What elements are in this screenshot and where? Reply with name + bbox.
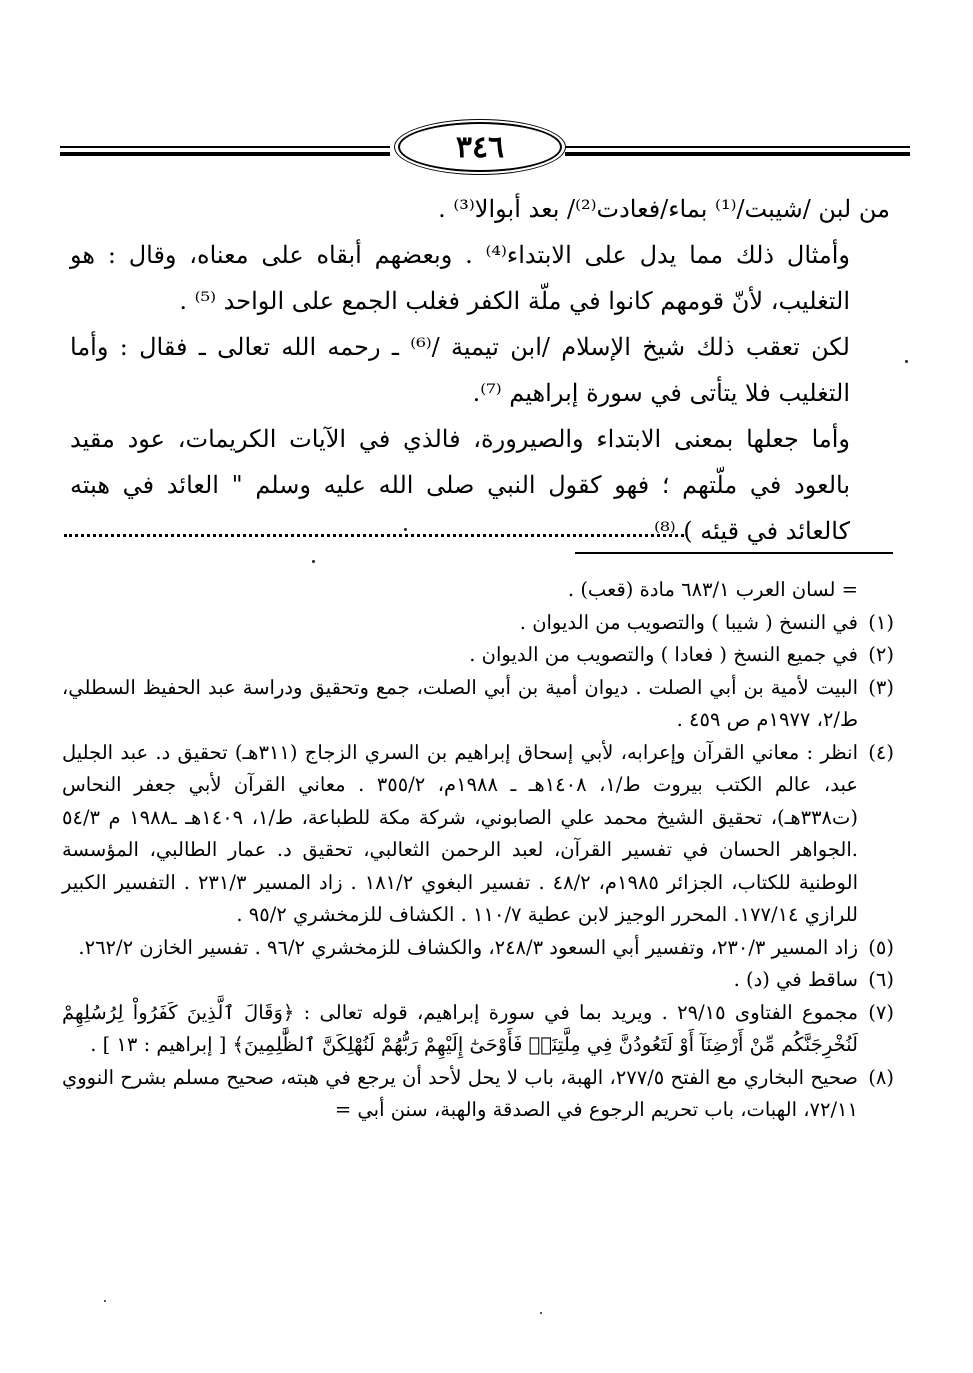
footnote-text: زاد المسير ٢٣٠/٣، وتفسير أبي السعود ٢٤٨/٣، والكشاف للزمخشري ٩٦/٢ . تفسير الخازن ٢٦٢/٢. [78,935,858,959]
footnote-number: (٦) [868,968,894,991]
footnote-number: (٨) [868,1065,894,1089]
header-rule-left [60,146,390,158]
footnote-text: صحيح البخاري مع الفتح ٢٧٧/٥، الهبة، باب لا يحل لأحد أن يرجع في هبته، صحيح مسلم بشرح النووي ٧٢/١١، الهبات، باب تحريم الرجوع في الصدقة والهبة، سنن أبي = [62,1065,858,1121]
footnote-1 [62,607,894,640]
main-text [70,186,890,554]
footnote-text: البيت لأمية بن أبي الصلت . ديوان أمية بن أبي الصلت، جمع وتحقيق ودراسة عبد الحفيظ السطلي، ط/٢، ١٩٧٧م ص ٤٥٩ . [62,675,858,731]
dotted-leader [64,530,684,537]
paragraph: لكن تعقب ذلك شيخ الإسلام /ابن تيمية /⁽⁶⁾ ـ رحمه الله تعالى ـ فقال : وأما التغليب فلا يتأتى في سورة إبراهيم ⁽⁷⁾. [70,333,850,407]
footnote-text: انظر : معاني القرآن وإعرابه، لأبي إسحاق إبراهيم بن السري الزجاج (٣١١هـ) تحقيق د. عبد الجليل عبد، عالم الكتب بيروت ط/١، ١٤٠٨هـ ـ ١٩٨٨م، ٣٥٥/٢ . معاني القرآن لأبي جعفر النحاس (ت٣٣٨هـ)، تحقيق الشيخ محمد علي الصابوني، شركة مكة للطباعة، ط/١، ١٤٠٩هـ ـ١٩٨٨ م ٥٤/٣ .الجواهر الحسان في تفسير القرآن، لعبد الرحمن الثعالبي، تحقيق د. عمار الطالبي، المؤسسة الوطنية للكتاب، الجزائر ١٩٨٥م، ٤٨/٢ . تفسير البغوي ١٨١/٢ . زاد المسير ٢٣١/٣ . التفسير الكبير للرازي ١٧٧/١٤. المحرر الوجيز لابن عطية ١١٠/٧ . الكشاف للزمخشري ٩٥/٢ . [62,740,858,926]
footnote-continuation [62,574,894,607]
scan-speck [905,360,908,363]
scan-speck [104,1300,106,1302]
footnote-2 [62,639,894,672]
scan-speck [312,560,315,563]
footnote-number: (٤) [868,740,894,764]
footnote-4 [62,737,894,932]
footnote-8 [62,1062,894,1127]
footnote-text: في النسخ ( شيبا ) والتصويب من الديوان . [519,610,858,634]
footnote-separator [575,552,893,554]
footnotes [62,574,894,1127]
footnote-number: (١) [868,610,894,634]
footnote-number: (٣) [868,675,894,699]
footnote-number: (٧) [868,1000,894,1024]
footnote-text: ساقط في (د) . [733,968,858,991]
footnote-number: (٥) [868,935,894,959]
footnote-6 [62,964,894,997]
page-header [60,112,910,172]
scan-speck [540,1312,542,1314]
footnote-text: في جميع النسخ ( فعادا ) والتصويب من الديوان . [469,643,858,666]
paragraph: وأمثال ذلك مما يدل على الابتداء⁽⁴⁾ . وبعضهم أبقاه على معناه، وقال : هو التغليب، لأنّ قومهم كانوا في ملّة الكفر فغلب الجمع على الواحد ⁽⁵⁾ . [70,241,851,315]
page-number: ٣٤٦ [398,122,562,172]
footnote-number: (٢) [868,643,894,666]
footnote-3 [62,672,894,737]
footnote-text: = لسان العرب ٦٨٣/١ مادة (قعب) . [567,578,858,601]
paragraph: وأما جعلها بمعنى الابتداء والصيرورة، فالذي في الآيات الكريمات، عود مقيد بالعود في ملّتهم ؛ فهو كقول النبي صلى الله عليه وسلم " العائد في هبته كالعائد في قيئه ) ⁽⁸⁾ [70,425,850,545]
footnote-7 [62,997,894,1062]
paragraph: من لبن /شيبت/⁽¹⁾ بماء/فعادت⁽²⁾/ بعد أبوالا⁽³⁾ . [438,195,890,223]
footnote-5 [62,932,894,965]
header-rule-right [565,146,910,158]
footnote-text: مجموع الفتاوى ٢٩/١٥ . ويريد بما في سورة إبراهيم، قوله تعالى : ﴿وَقَالَ ٱلَّذِينَ كَفَرُواْ لِرُسُلِهِمْ لَنُخْرِجَنَّكُم مِّنْ أَرْضِنَآ أَوْ لَتَعُودُنَّ فِي مِلَّتِنَاۖ فَأَوْحَىٰٓ إِلَيْهِمْ رَبُّهُمْ لَنُهْلِكَنَّ ٱلظَّٰلِمِينَ﴾ [ إبراهيم : ١٣ ] . [62,1000,859,1056]
